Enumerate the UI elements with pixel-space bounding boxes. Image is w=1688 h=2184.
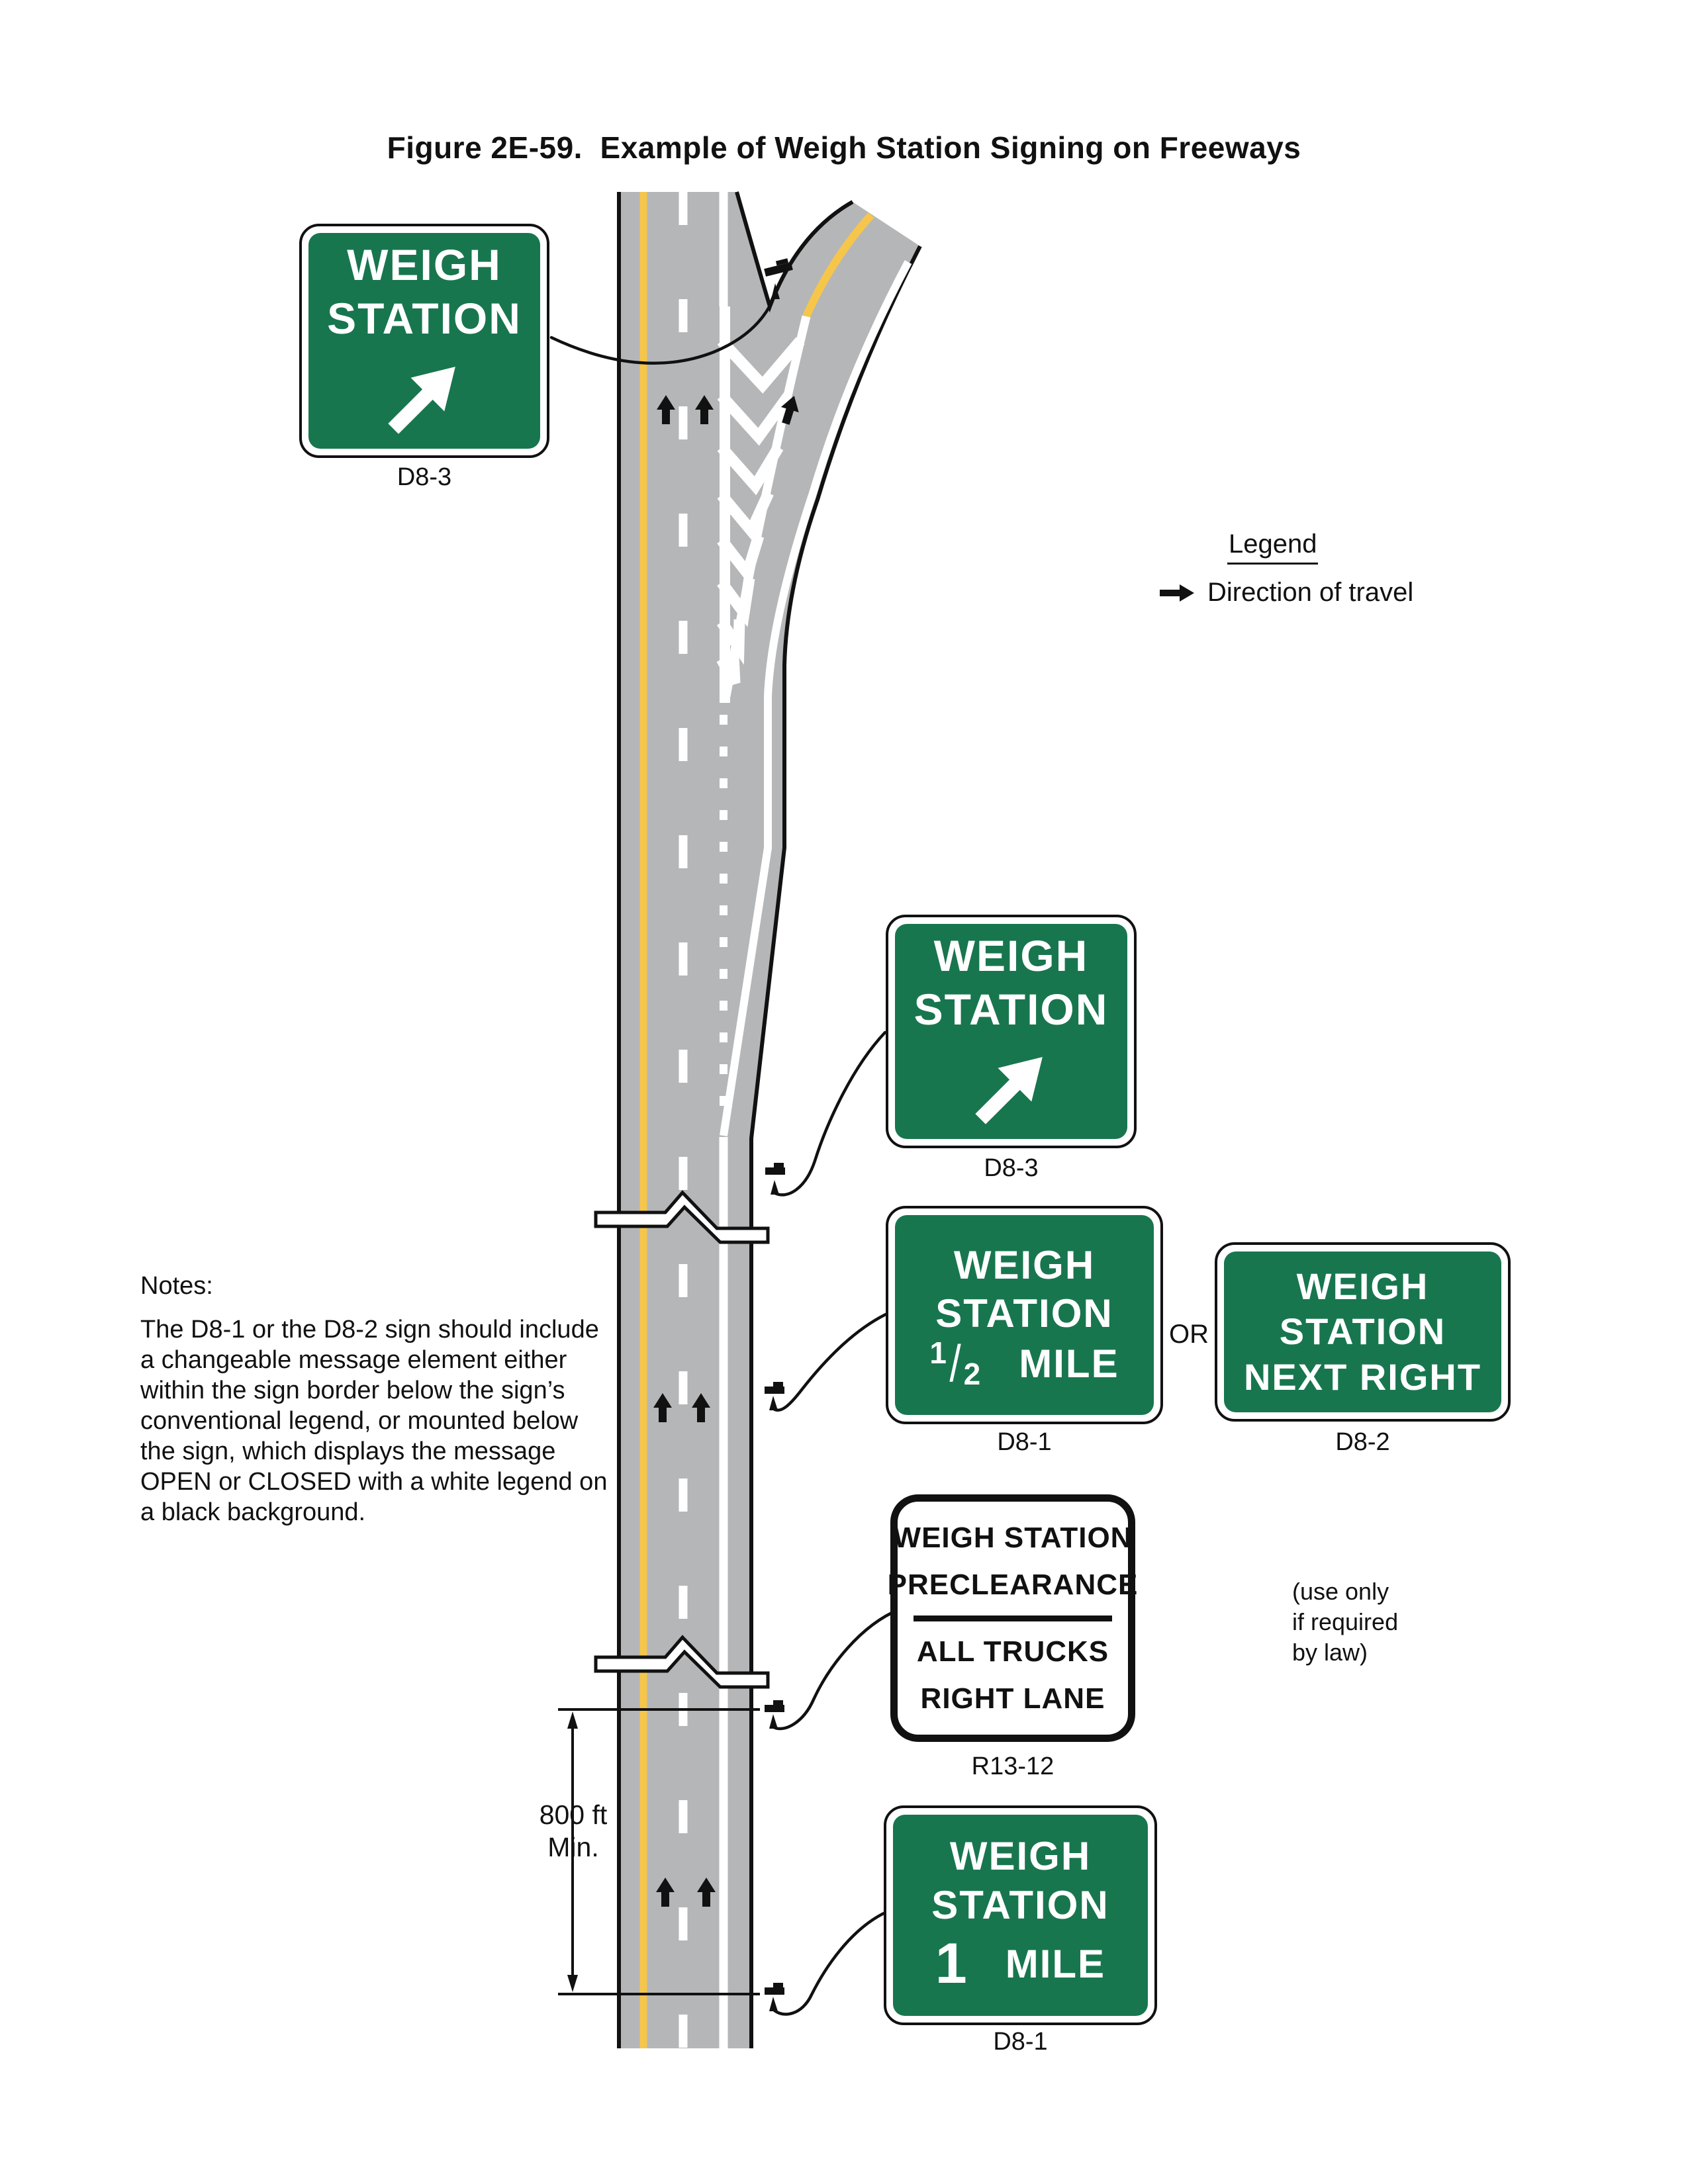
sign-designation-label: D8-2 xyxy=(1335,1428,1390,1456)
sign-divider-bar xyxy=(914,1615,1111,1621)
sign-text-line: RIGHT LANE xyxy=(920,1682,1105,1715)
fraction-slash: / xyxy=(949,1334,962,1393)
notes-block xyxy=(140,1272,612,1528)
half-fraction xyxy=(929,1334,982,1393)
freeway-and-ramp xyxy=(619,192,920,2048)
distance-value: 1 xyxy=(935,1931,968,1995)
sign-text-line: PRECLEARANCE xyxy=(887,1569,1139,1602)
up-arrowhead-icon xyxy=(769,1396,778,1410)
sign-text-line: WEIGH xyxy=(933,931,1089,980)
sign-post-icon xyxy=(765,1163,785,1175)
northeast-arrow-icon xyxy=(369,352,480,443)
d8-1-one-mile-sign xyxy=(884,1805,1157,2025)
dimension-label xyxy=(514,1799,633,1864)
sign-text-line: WEIGH xyxy=(1296,1265,1429,1308)
sign-post-icon xyxy=(765,1382,784,1394)
dimension-qualifier: Min. xyxy=(547,1832,599,1863)
notes-heading: Notes: xyxy=(140,1272,213,1300)
sign-text-line: STATION xyxy=(1279,1310,1446,1353)
sign-text-line: ALL TRUCKS xyxy=(916,1635,1109,1668)
sign-text-line: WEIGH xyxy=(953,1242,1096,1287)
leader-line xyxy=(774,1913,885,2014)
d8-3-sign-mid xyxy=(886,915,1137,1148)
direction-of-travel-arrow-icon xyxy=(1160,583,1196,603)
fraction-numerator: 1 xyxy=(929,1336,948,1371)
sign-text-line: WEIGH STATION xyxy=(893,1521,1133,1554)
leader-line xyxy=(774,1610,899,1729)
sign-text-line: STATION xyxy=(327,294,522,343)
sign-text-line: WEIGH xyxy=(347,240,502,290)
up-arrowhead-icon xyxy=(771,1180,779,1195)
d8-1-half-mile-sign xyxy=(886,1206,1163,1424)
sign-text-line: STATION xyxy=(931,1882,1109,1927)
up-arrowhead-icon xyxy=(769,1714,778,1729)
dimension-up-arrowhead-icon xyxy=(567,1711,578,1729)
legend-heading: Legend xyxy=(1227,529,1318,565)
usage-note xyxy=(1292,1576,1398,1668)
up-arrowhead-icon xyxy=(769,1997,778,2011)
notes-body: The D8-1 or the D8-2 sign should include a changeable message element either within the sign border below the sign’s conventional legend, or mounted below the sign, which displays the message OPEN or CLOSED with a white legend on a black background. xyxy=(140,1316,608,1526)
legend-direction-label: Direction of travel xyxy=(1207,578,1414,607)
distance-unit: MILE xyxy=(1019,1341,1119,1386)
sign-text-line: STATION xyxy=(935,1291,1113,1336)
legend-direction-item xyxy=(1160,578,1413,608)
distance-unit: MILE xyxy=(1005,1941,1106,1986)
usage-note-line: if required xyxy=(1292,1608,1399,1636)
d8-2-sign xyxy=(1215,1242,1511,1422)
sign-distance-line xyxy=(929,1334,1119,1393)
figure-title: Figure 2E-59. Example of Weigh Station Signing on Freeways xyxy=(387,130,1301,165)
usage-note-line: (use only xyxy=(1292,1578,1389,1605)
or-connector-label: OR xyxy=(1169,1320,1209,1349)
usage-note-line: by law) xyxy=(1292,1639,1368,1666)
northeast-arrow-icon xyxy=(956,1042,1067,1134)
sign-post-icon xyxy=(765,1983,784,1995)
sign-text-line: STATION xyxy=(914,984,1109,1034)
r13-12-sign xyxy=(887,1494,1139,1742)
dimension-down-arrowhead-icon xyxy=(567,1975,578,1992)
sign-designation-label: D8-1 xyxy=(993,2028,1048,2056)
sign-text-line: WEIGH xyxy=(949,1834,1092,1879)
fraction-denominator: 2 xyxy=(963,1357,982,1392)
d8-3-sign-top xyxy=(299,224,549,458)
sign-distance-line xyxy=(935,1929,1105,1999)
sign-post-icon xyxy=(765,1700,784,1712)
sign-designation-label: R13-12 xyxy=(971,1752,1055,1780)
dimension-value: 800 ft xyxy=(539,1799,608,1830)
sign-designation-label: D8-3 xyxy=(397,463,452,491)
sign-designation-label: D8-1 xyxy=(997,1428,1052,1456)
sign-designation-label: D8-3 xyxy=(984,1154,1039,1182)
legend xyxy=(1160,529,1413,608)
leader-line xyxy=(775,1032,885,1195)
leader-line xyxy=(774,1314,886,1410)
sign-text-line: NEXT RIGHT xyxy=(1243,1355,1482,1398)
